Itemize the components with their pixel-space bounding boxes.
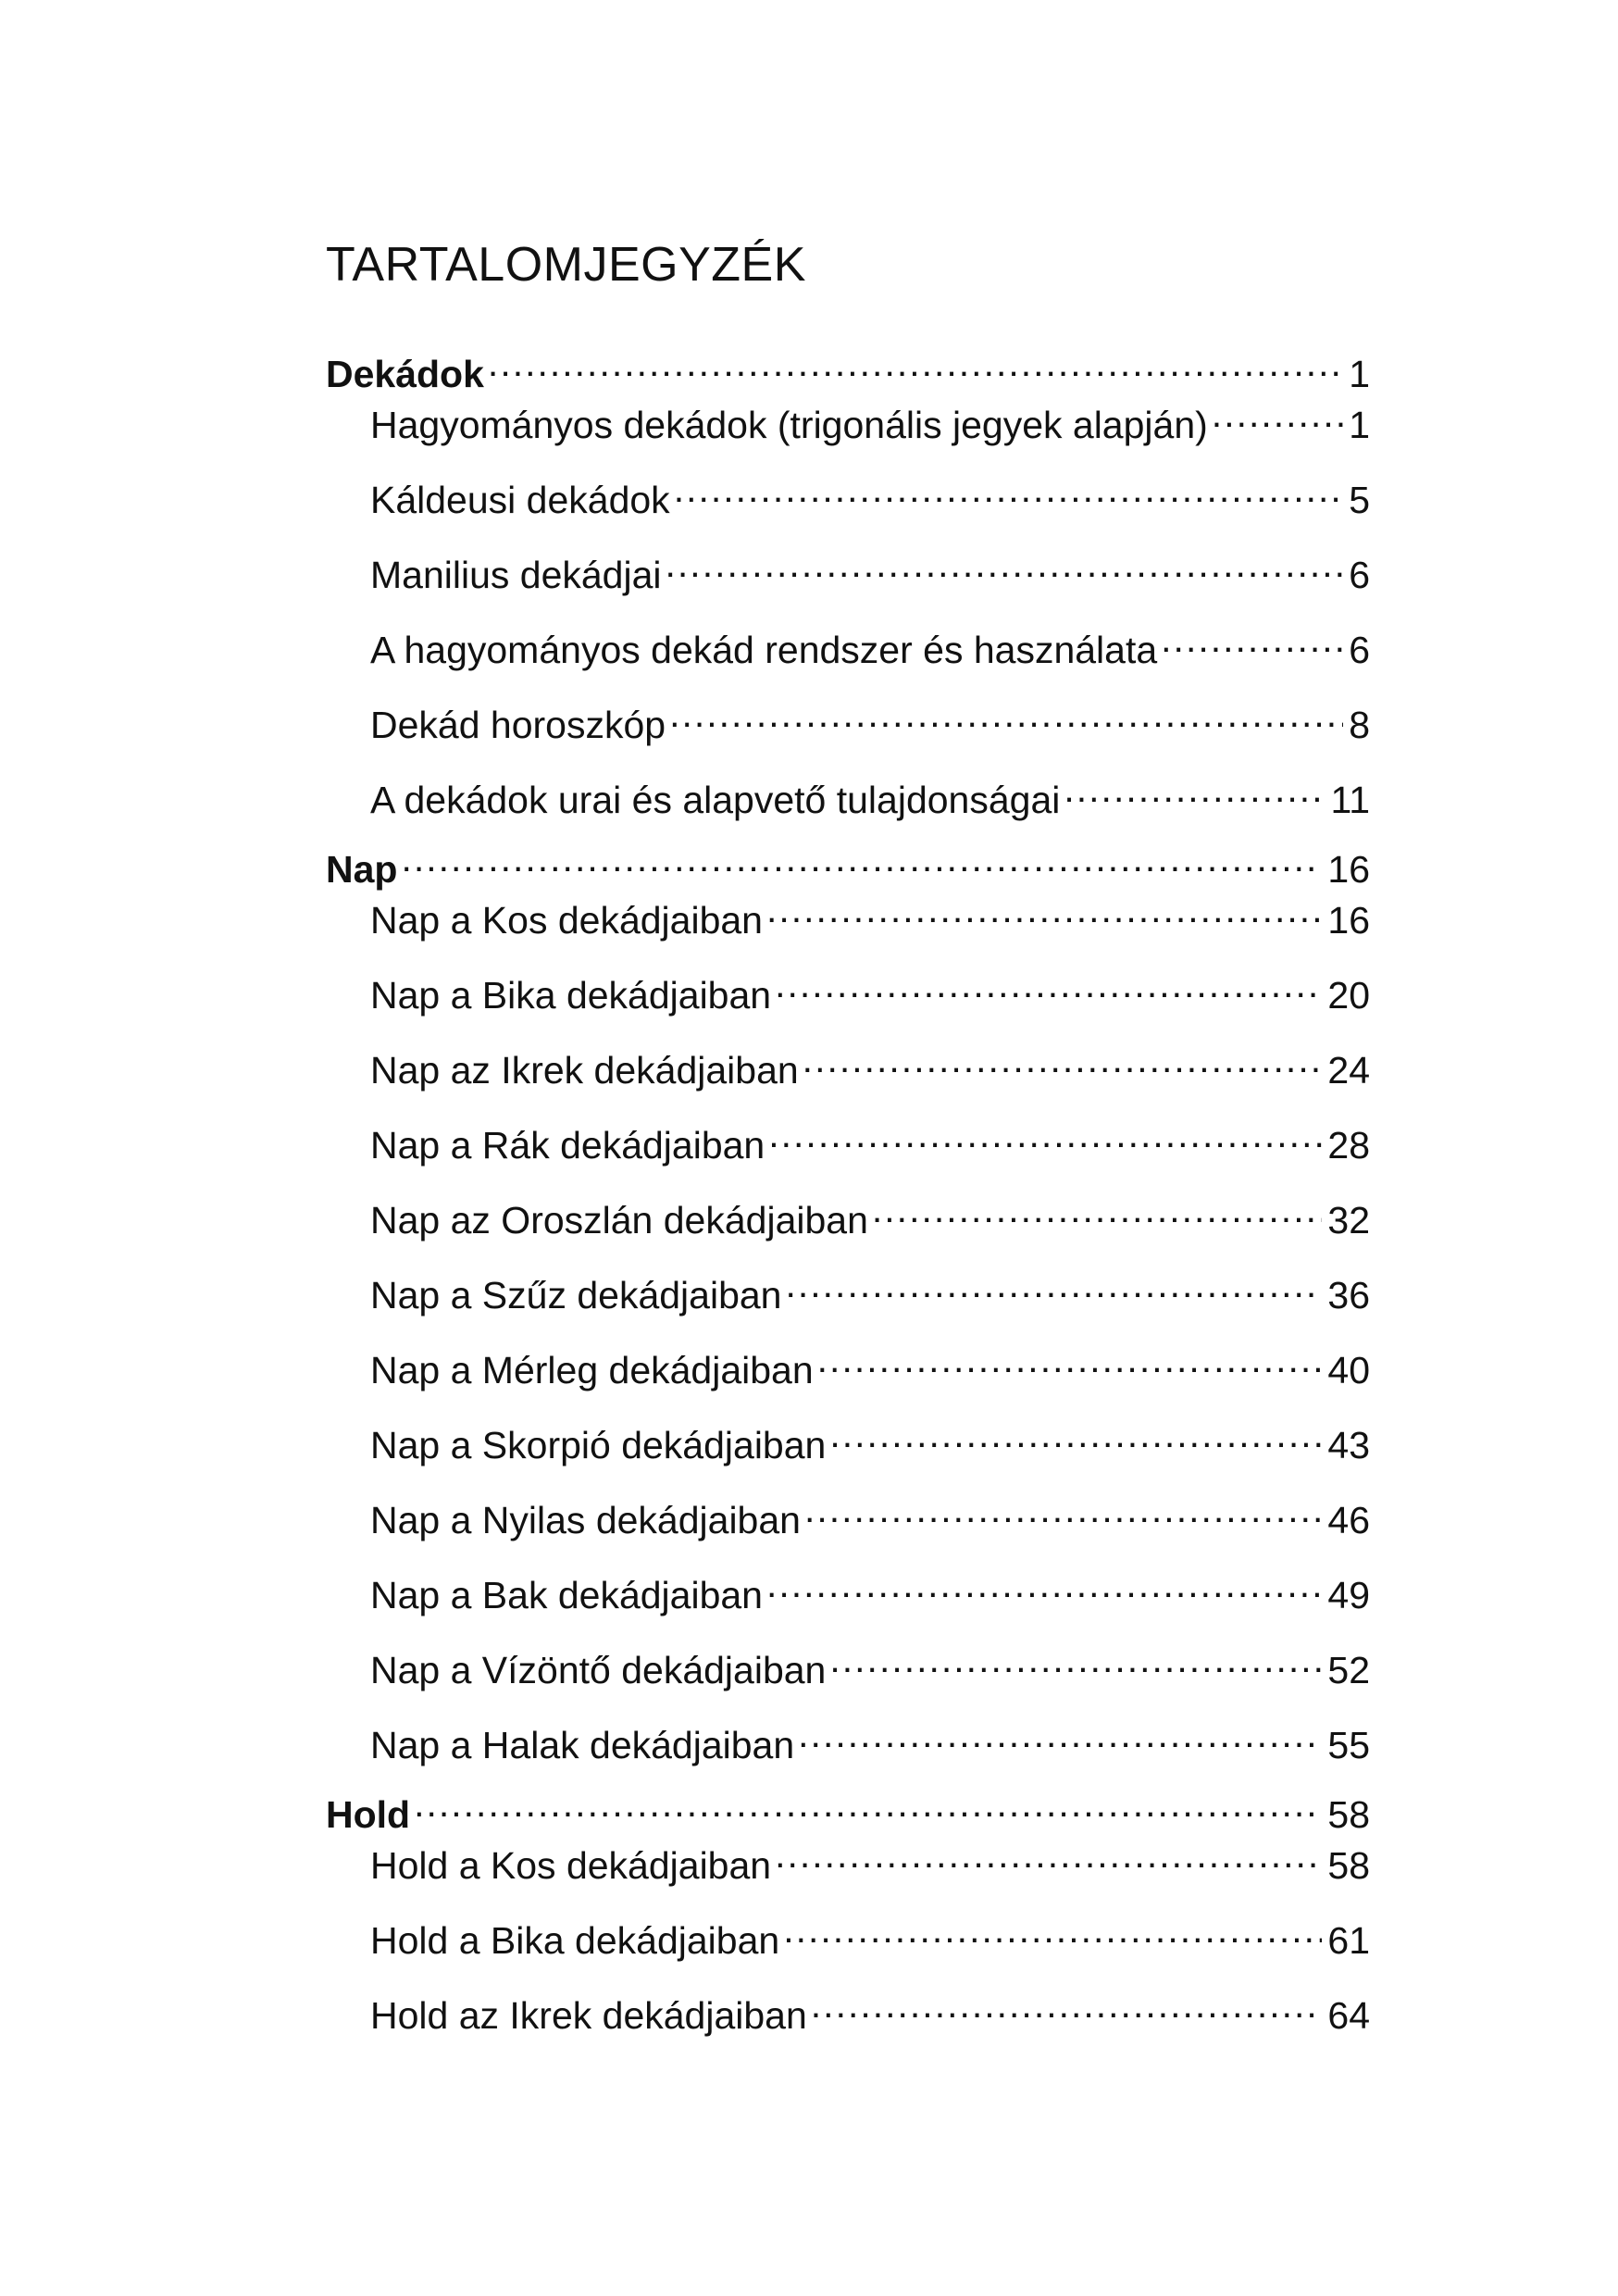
toc-section-entry[interactable]: [326, 339, 1370, 395]
toc-page-number: 28: [1327, 1124, 1370, 1167]
toc-subsection-entry[interactable]: [370, 615, 1370, 671]
toc-subsection-entry[interactable]: [370, 1980, 1370, 2037]
toc-entry-label: Hold a Bika dekádjaiban: [370, 1919, 780, 1962]
toc-entry-label: Nap a Vízöntő dekádjaiban: [370, 1649, 827, 1691]
dot-leader: [811, 1980, 1323, 2028]
toc-page-number: 49: [1327, 1574, 1370, 1616]
toc-subsection-entry[interactable]: [370, 1560, 1370, 1616]
toc-subsection-entry[interactable]: [370, 1260, 1370, 1316]
toc-subsection-entry[interactable]: [370, 1410, 1370, 1466]
toc-entry-label: Nap a Bika dekádjaiban: [370, 974, 772, 1017]
toc-page-number: 36: [1327, 1274, 1370, 1316]
toc-entry-label: Nap a Halak dekádjaiban: [370, 1724, 795, 1766]
toc-subsection-entry[interactable]: [370, 690, 1370, 746]
dot-leader: [1212, 390, 1343, 438]
dot-leader: [768, 1110, 1322, 1158]
toc-page-number: 64: [1327, 1994, 1370, 2037]
toc-page-number: 32: [1327, 1199, 1370, 1242]
dot-leader: [785, 1260, 1322, 1308]
toc-subsection-entry[interactable]: [370, 1485, 1370, 1541]
dot-leader: [669, 690, 1343, 738]
toc-entry-label: Hold: [326, 1793, 411, 1836]
toc-entry-label: Hold az Ikrek dekádjaiban: [370, 1994, 807, 2037]
dot-leader: [414, 1779, 1322, 1828]
toc-entry-label: Manilius dekádjai: [370, 554, 662, 596]
dot-leader: [766, 1560, 1322, 1608]
toc-section-entry[interactable]: [326, 1779, 1370, 1836]
toc-page-number: 55: [1327, 1724, 1370, 1766]
dot-leader: [804, 1485, 1322, 1533]
dot-leader: [488, 339, 1343, 387]
dot-leader: [829, 1635, 1322, 1683]
dot-leader: [829, 1410, 1322, 1458]
toc-page-number: 16: [1327, 899, 1370, 942]
toc-subsection-entry[interactable]: [370, 1830, 1370, 1887]
toc-entry-label: Nap: [326, 848, 398, 891]
toc-page-number: 58: [1327, 1793, 1370, 1836]
toc-entry-label: Káldeusi dekádok: [370, 479, 670, 521]
toc-page-number: 46: [1327, 1499, 1370, 1541]
dot-leader: [798, 1710, 1322, 1758]
dot-leader: [1064, 765, 1325, 813]
dot-leader: [401, 834, 1322, 882]
toc-entry-label: A hagyományos dekád rendszer és használata: [370, 629, 1158, 671]
toc-entry-label: Dekádok: [326, 353, 484, 395]
toc-entry-label: Hagyományos dekádok (trigonális jegyek alapján): [370, 404, 1208, 446]
toc-page-number: 1: [1349, 353, 1370, 395]
toc-entry-label: Nap a Kos dekádjaiban: [370, 899, 763, 942]
toc-entry-label: Nap a Bak dekádjaiban: [370, 1574, 763, 1616]
toc-page-number: 8: [1349, 704, 1370, 746]
toc-entry-label: Nap a Rák dekádjaiban: [370, 1124, 765, 1167]
dot-leader: [666, 540, 1344, 588]
toc-entry-label: Dekád horoszkóp: [370, 704, 666, 746]
dot-leader: [803, 1035, 1323, 1083]
toc-page-number: 6: [1349, 629, 1370, 671]
toc-page-number: 40: [1327, 1349, 1370, 1391]
dot-leader: [775, 1830, 1322, 1878]
toc-subsection-entry[interactable]: [370, 1110, 1370, 1167]
toc-entry-label: Nap az Ikrek dekádjaiban: [370, 1049, 799, 1092]
toc-entry-label: Nap a Szűz dekádjaiban: [370, 1274, 782, 1316]
toc-page-number: 20: [1327, 974, 1370, 1017]
toc-subsection-entry[interactable]: [370, 765, 1370, 821]
toc-subsection-entry[interactable]: [370, 1335, 1370, 1391]
page-title: TARTALOMJEGYZÉK: [326, 238, 806, 292]
toc-subsection-entry[interactable]: [370, 1185, 1370, 1242]
toc-subsection-entry[interactable]: [370, 1905, 1370, 1962]
toc-entry-label: Nap az Oroszlán dekádjaiban: [370, 1199, 868, 1242]
toc-subsection-entry[interactable]: [370, 465, 1370, 521]
toc-page-number: 1: [1349, 404, 1370, 446]
toc-subsection-entry[interactable]: [370, 1635, 1370, 1691]
toc-page-number: 16: [1327, 848, 1370, 891]
toc-page-number: 43: [1327, 1424, 1370, 1466]
toc-page-number: 11: [1330, 779, 1370, 821]
toc-entry-label: Nap a Mérleg dekádjaiban: [370, 1349, 814, 1391]
toc-subsection-entry[interactable]: [370, 960, 1370, 1017]
dot-leader: [1161, 615, 1343, 663]
toc-subsection-entry[interactable]: [370, 885, 1370, 942]
toc-page-number: 6: [1349, 554, 1370, 596]
toc-page-number: 52: [1327, 1649, 1370, 1691]
dot-leader: [872, 1185, 1323, 1233]
toc-page-number: 24: [1327, 1049, 1370, 1092]
toc-subsection-entry[interactable]: [370, 1035, 1370, 1092]
toc-entry-label: Nap a Skorpió dekádjaiban: [370, 1424, 827, 1466]
toc-page-number: 61: [1327, 1919, 1370, 1962]
toc-entry-label: Hold a Kos dekádjaiban: [370, 1844, 772, 1887]
dot-leader: [674, 465, 1344, 513]
toc-subsection-entry[interactable]: [370, 390, 1370, 446]
dot-leader: [775, 960, 1322, 1008]
toc-page-number: 58: [1327, 1844, 1370, 1887]
toc-entry-label: Nap a Nyilas dekádjaiban: [370, 1499, 801, 1541]
dot-leader: [766, 885, 1322, 933]
toc-entry-label: A dekádok urai és alapvető tulajdonságai: [370, 779, 1061, 821]
toc-section-entry[interactable]: [326, 834, 1370, 891]
toc-subsection-entry[interactable]: [370, 540, 1370, 596]
dot-leader: [817, 1335, 1323, 1383]
toc-page-number: 5: [1349, 479, 1370, 521]
toc-subsection-entry[interactable]: [370, 1710, 1370, 1766]
dot-leader: [783, 1905, 1322, 1953]
